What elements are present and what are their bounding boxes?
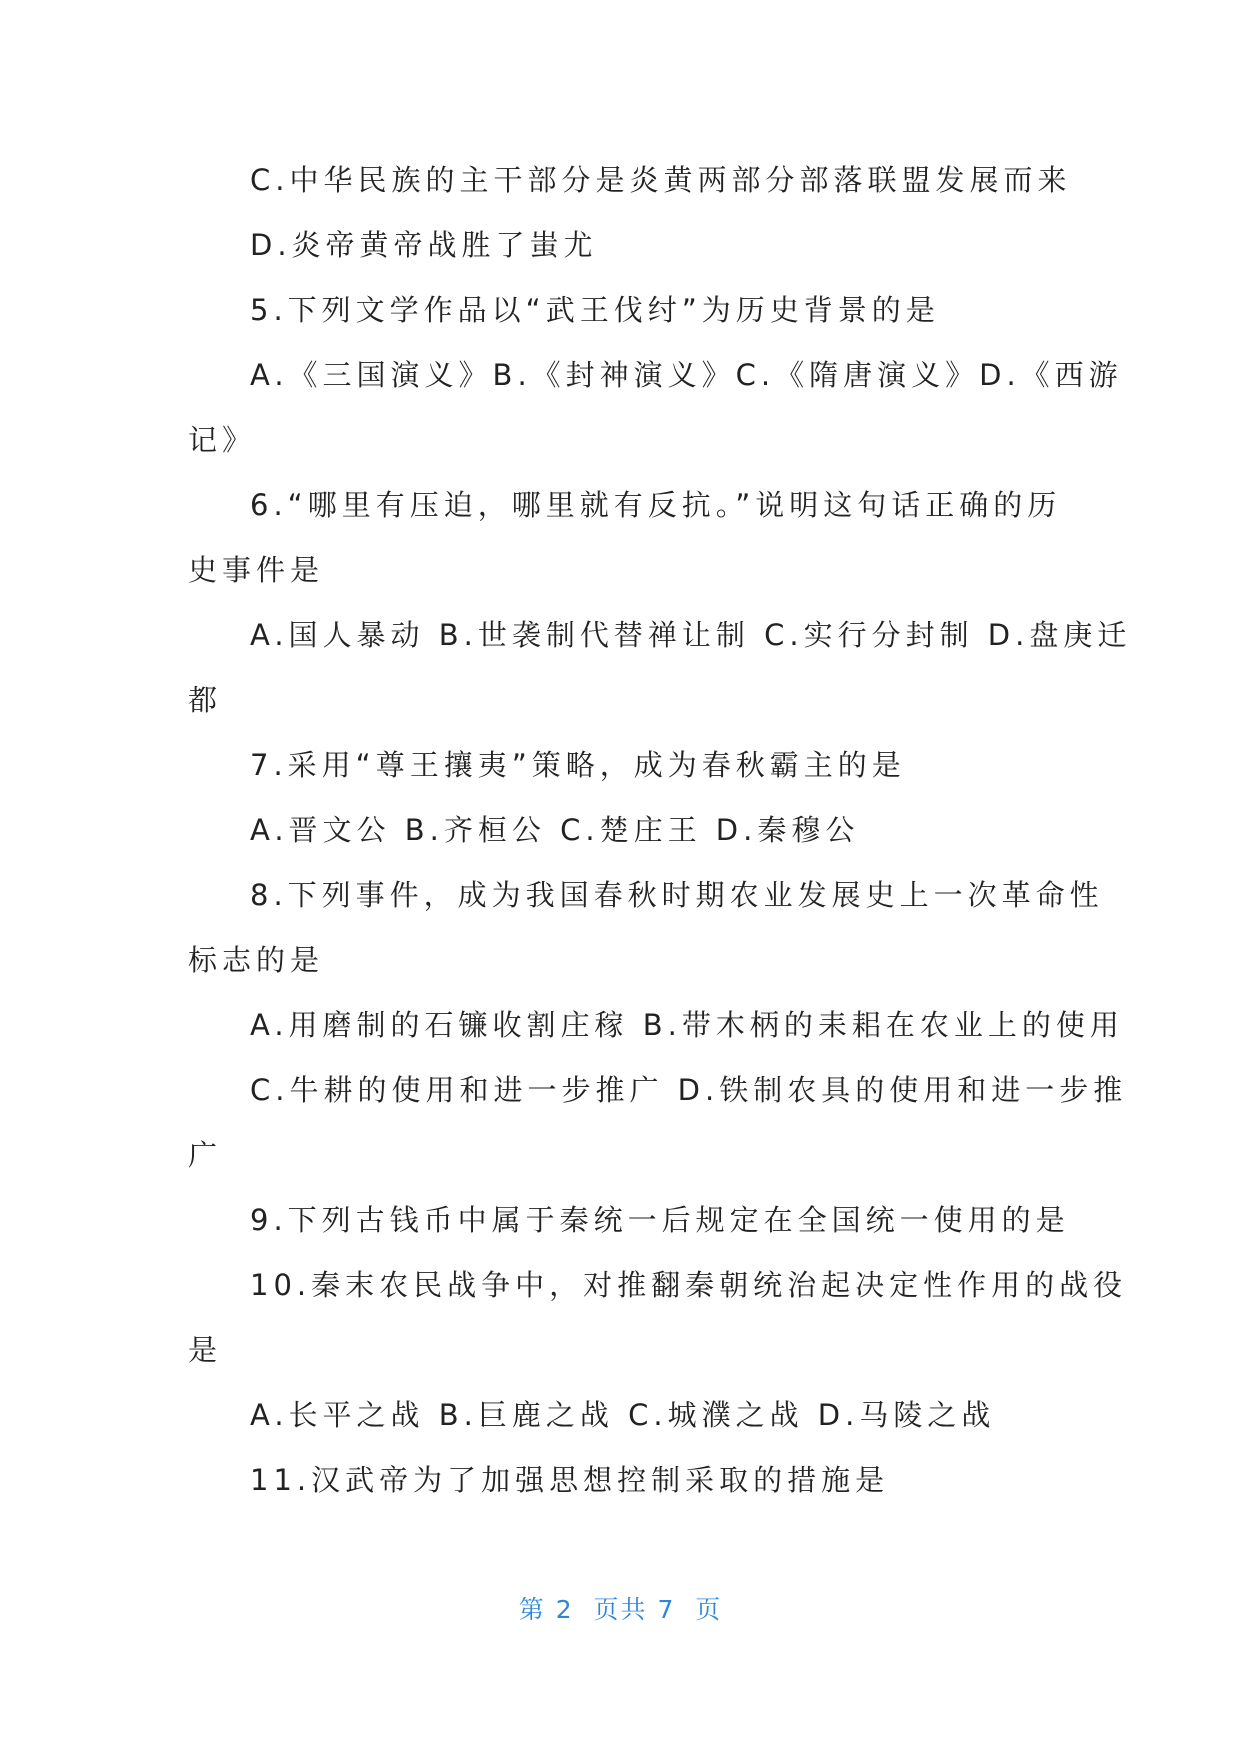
continuation-line: 都 <box>188 683 223 717</box>
page-number-footer: 第 2 页共 7 页 <box>518 1595 723 1624</box>
answer-option-line: D.炎帝黄帝战胜了蚩尤 <box>250 228 598 262</box>
question-line: 11.汉武帝为了加强思想控制采取的措施是 <box>250 1463 890 1497</box>
continuation-line: 标志的是 <box>188 943 325 977</box>
question-line: 5.下列文学作品以“武王伐纣”为历史背景的是 <box>250 293 940 327</box>
answer-option-line: A.国人暴动 B.世袭制代替禅让制 C.实行分封制 D.盘庚迁 <box>250 618 1132 652</box>
answer-option-line: C.牛耕的使用和进一步推广 D.铁制农具的使用和进一步推 <box>250 1073 1128 1107</box>
continuation-line: 史事件是 <box>188 553 325 587</box>
question-line: 7.采用“尊王攘夷”策略，成为春秋霸主的是 <box>250 748 906 782</box>
question-line: 8.下列事件，成为我国春秋时期农业发展史上一次革命性 <box>250 878 1104 912</box>
continuation-line: 是 <box>188 1333 223 1367</box>
continuation-line: 记》 <box>188 423 257 457</box>
continuation-line: 广 <box>188 1138 223 1172</box>
answer-option-line: C.中华民族的主干部分是炎黄两部分部落联盟发展而来 <box>250 163 1072 197</box>
answer-option-line: A.长平之战 B.巨鹿之战 C.城濮之战 D.马陵之战 <box>250 1398 996 1432</box>
question-line: 6.“哪里有压迫，哪里就有反抗。”说明这句话正确的历 <box>250 488 1062 522</box>
answer-option-line: A.晋文公 B.齐桓公 C.楚庄王 D.秦穆公 <box>250 813 860 847</box>
question-line: 9.下列古钱币中属于秦统一后规定在全国统一使用的是 <box>250 1203 1070 1237</box>
question-line: 10.秦末农民战争中，对推翻秦朝统治起决定性作用的战役 <box>250 1268 1128 1302</box>
answer-option-line: A.用磨制的石镰收割庄稼 B.带木柄的耒耜在农业上的使用 <box>250 1008 1124 1042</box>
answer-option-line: A.《三国演义》B.《封神演义》C.《隋唐演义》D.《西游 <box>250 358 1123 392</box>
